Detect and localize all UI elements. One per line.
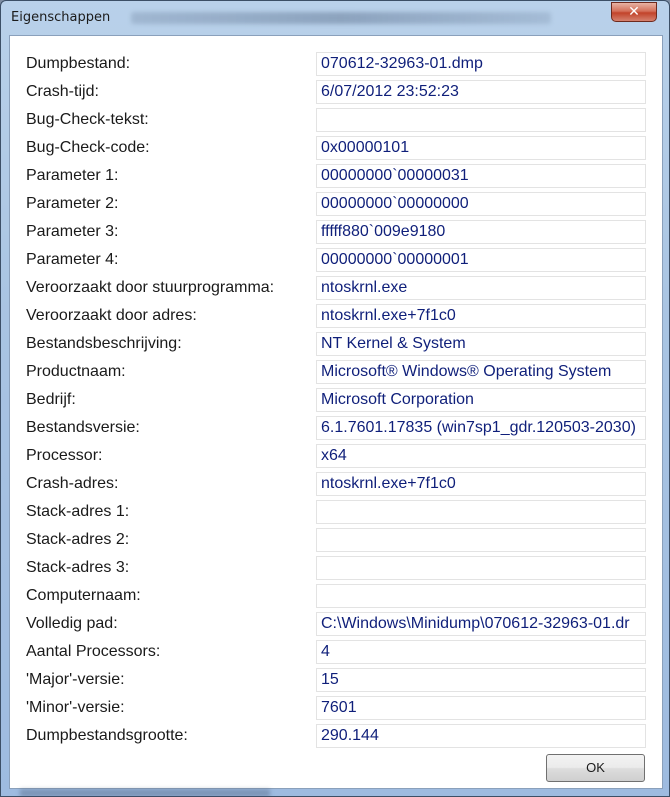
property-value-field[interactable]: 6.1.7601.17835 (win7sp1_gdr.120503-2030) <box>316 416 646 440</box>
close-button[interactable] <box>611 2 657 22</box>
property-value-field[interactable]: 00000000`00000001 <box>316 248 646 272</box>
property-row <box>10 722 662 750</box>
property-value-field[interactable]: Microsoft Corporation <box>316 388 646 412</box>
property-value-field[interactable]: ntoskrnl.exe <box>316 276 646 300</box>
property-label: Stack-adres 1: <box>26 503 130 520</box>
property-row <box>10 78 662 106</box>
property-label: Aantal Processors: <box>26 643 161 660</box>
property-value-field[interactable] <box>316 108 646 132</box>
property-label: Stack-adres 3: <box>26 559 130 576</box>
property-label: Bug-Check-code: <box>26 139 150 156</box>
title-blur-decoration <box>131 12 551 24</box>
property-value-field[interactable]: 00000000`00000031 <box>316 164 646 188</box>
property-value-field[interactable] <box>316 556 646 580</box>
property-label: Stack-adres 2: <box>26 531 130 548</box>
property-value-field[interactable]: Microsoft® Windows® Operating System <box>316 360 646 384</box>
property-row <box>10 106 662 134</box>
property-row <box>10 582 662 610</box>
property-value-field[interactable]: C:\Windows\Minidump\070612-32963-01.dr <box>316 612 646 636</box>
property-row <box>10 190 662 218</box>
property-label: Parameter 4: <box>26 251 119 268</box>
property-value-field[interactable]: 6/07/2012 23:52:23 <box>316 80 646 104</box>
property-row <box>10 246 662 274</box>
property-label: Bestandsversie: <box>26 419 140 436</box>
property-label: Crash-tijd: <box>26 83 99 100</box>
property-row <box>10 134 662 162</box>
property-row <box>10 386 662 414</box>
property-row <box>10 666 662 694</box>
property-label: Parameter 3: <box>26 223 119 240</box>
property-row <box>10 330 662 358</box>
property-row <box>10 302 662 330</box>
property-row <box>10 50 662 78</box>
property-value-field[interactable]: ntoskrnl.exe+7f1c0 <box>316 472 646 496</box>
property-label: Computernaam: <box>26 587 141 604</box>
property-row <box>10 554 662 582</box>
property-row <box>10 526 662 554</box>
property-row <box>10 694 662 722</box>
property-label: Veroorzaakt door adres: <box>26 307 197 324</box>
property-label: Dumpbestandsgrootte: <box>26 727 188 744</box>
property-label: Dumpbestand: <box>26 55 131 72</box>
title-bar[interactable] <box>1 1 669 35</box>
property-value-field[interactable]: NT Kernel & System <box>316 332 646 356</box>
close-icon: ✕ <box>628 4 640 20</box>
property-row <box>10 218 662 246</box>
property-row <box>10 162 662 190</box>
property-value-field[interactable]: 00000000`00000000 <box>316 192 646 216</box>
property-label: Volledig pad: <box>26 615 118 632</box>
property-value-field[interactable] <box>316 528 646 552</box>
property-row <box>10 610 662 638</box>
property-row <box>10 638 662 666</box>
property-value-field[interactable]: 7601 <box>316 696 646 720</box>
property-value-field[interactable] <box>316 584 646 608</box>
property-value-field[interactable]: fffff880`009e9180 <box>316 220 646 244</box>
property-label: Parameter 1: <box>26 167 119 184</box>
property-label: 'Minor'-versie: <box>26 699 125 716</box>
property-row <box>10 358 662 386</box>
property-row <box>10 442 662 470</box>
property-label: Processor: <box>26 447 103 464</box>
property-value-field[interactable]: 070612-32963-01.dmp <box>316 52 646 76</box>
property-label: Bedrijf: <box>26 391 76 408</box>
property-label: Veroorzaakt door stuurprogramma: <box>26 279 275 296</box>
property-row <box>10 498 662 526</box>
background-blur-decoration <box>20 789 270 797</box>
property-row <box>10 470 662 498</box>
property-label: Crash-adres: <box>26 475 119 492</box>
property-value-field[interactable]: 4 <box>316 640 646 664</box>
ok-button[interactable]: OK <box>546 754 645 782</box>
property-value-field[interactable]: 290.144 <box>316 724 646 748</box>
property-value-field[interactable] <box>316 500 646 524</box>
property-value-field[interactable]: 15 <box>316 668 646 692</box>
properties-panel <box>9 35 663 789</box>
window-title: Eigenschappen <box>11 10 111 25</box>
property-row <box>10 414 662 442</box>
property-row <box>10 274 662 302</box>
property-label: Productnaam: <box>26 363 126 380</box>
property-label: Parameter 2: <box>26 195 119 212</box>
property-label: Bestandsbeschrijving: <box>26 335 182 352</box>
property-value-field[interactable]: x64 <box>316 444 646 468</box>
property-label: 'Major'-versie: <box>26 671 125 688</box>
property-value-field[interactable]: ntoskrnl.exe+7f1c0 <box>316 304 646 328</box>
property-value-field[interactable]: 0x00000101 <box>316 136 646 160</box>
property-label: Bug-Check-tekst: <box>26 111 149 128</box>
